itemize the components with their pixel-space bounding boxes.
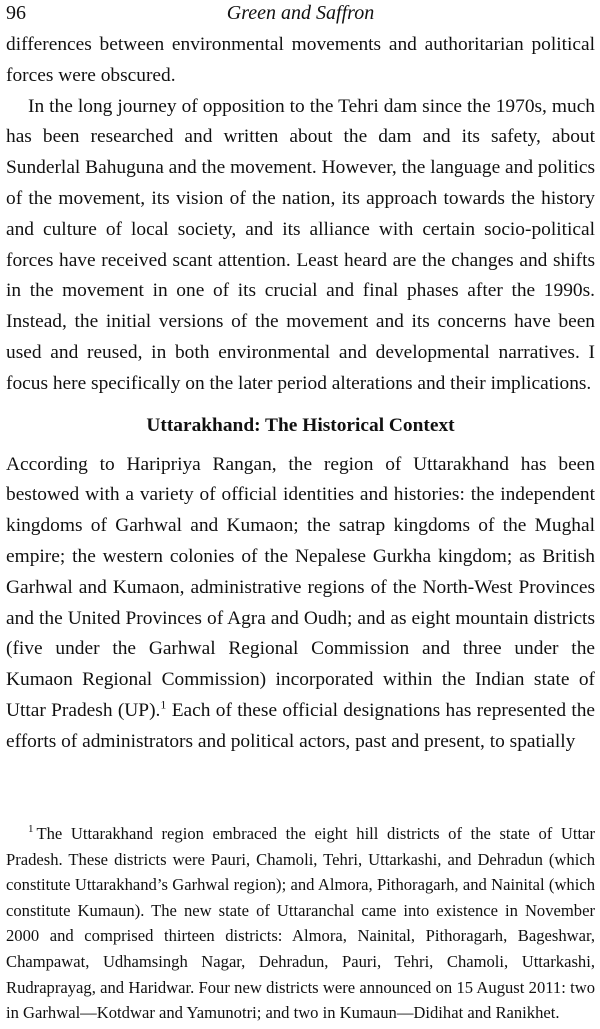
page-number: 96 <box>6 2 26 24</box>
footnote-number: 1 <box>28 823 34 836</box>
book-page <box>6 0 595 1029</box>
section-heading: Uttarakhand: The Historical Context <box>146 414 455 436</box>
body-text <box>6 30 595 758</box>
paragraph-historical-context-continued: Each of these official designations has represented the efforts of administrators and political actors, past and present, to spatially <box>6 699 596 752</box>
running-head <box>6 0 595 30</box>
footnote-1 <box>6 821 595 1026</box>
paragraph-historical-context <box>6 450 595 758</box>
paragraph-historical-context-text: According to Haripriya Rangan, the region of Uttarakhand has been bestowed with a variety of official identities and histories: the independent kingdoms of Garhwal and Kumaon; the satrap kingdoms of the Mughal empire; the western colonies of the Nepalese Gurkha kingdom; as British Garhwal and Kumaon, administrative regions of the North-West Provinces and the United Provinces of Agra and Oudh; and as eight mountain districts (five under the Garhwal Regional Commission and three under the Kumaon Regional Commission) incorporated within the Indian state of Uttar Pradesh (UP). <box>6 453 595 721</box>
paragraph-tehri-opposition: In the long journey of opposition to the Tehri dam since the 1970s, much has been researched and written about the dam and its safety, about Sunderlal Bahuguna and the movement. However, the language and politics of the movement, its vision of the nation, its approach towards the history and culture of local society, and its alliance with certain socio-political forces have received scant attention. Least heard are the changes and shifts in the movement in one of its crucial and final phases after the 1990s. Instead, the initial versions of the movement and its concerns have been used and reused, in both environmental and developmental narratives. I focus here specifically on the later period alterations and their implications. <box>6 95 595 394</box>
footnotes <box>6 821 595 1026</box>
footnote-reference[interactable]: 1 <box>160 697 167 712</box>
paragraph-continued: differences between environmental movements and authoritarian political forces were obscured. <box>6 34 595 86</box>
footnote-text: The Uttarakhand region embraced the eight hill districts of the state of Uttar Pradesh. These districts were Pauri, Chamoli, Tehri, Uttarkashi, and Dehradun (which constitute Uttarakhand’s Garhwal region); and Almora, Pithoragarh, and Nainital (which constitute Kumaun). The new state of Uttaranchal came into existence in November 2000 and comprised thirteen districts: Almora, Nainital, Pithoragarh, Bageshwar, Champawat, Udhamsingh Nagar, Dehradun, Pauri, Tehri, Chamoli, Uttarkashi, Rudraprayag, and Haridwar. Four new districts were announced on 15 August 2011: two in Garhwal—Kotdwar and Yamunotri; and two in Kumaun—Didihat and Ranikhet. <box>6 824 595 1023</box>
book-title: Green and Saffron <box>226 2 375 24</box>
